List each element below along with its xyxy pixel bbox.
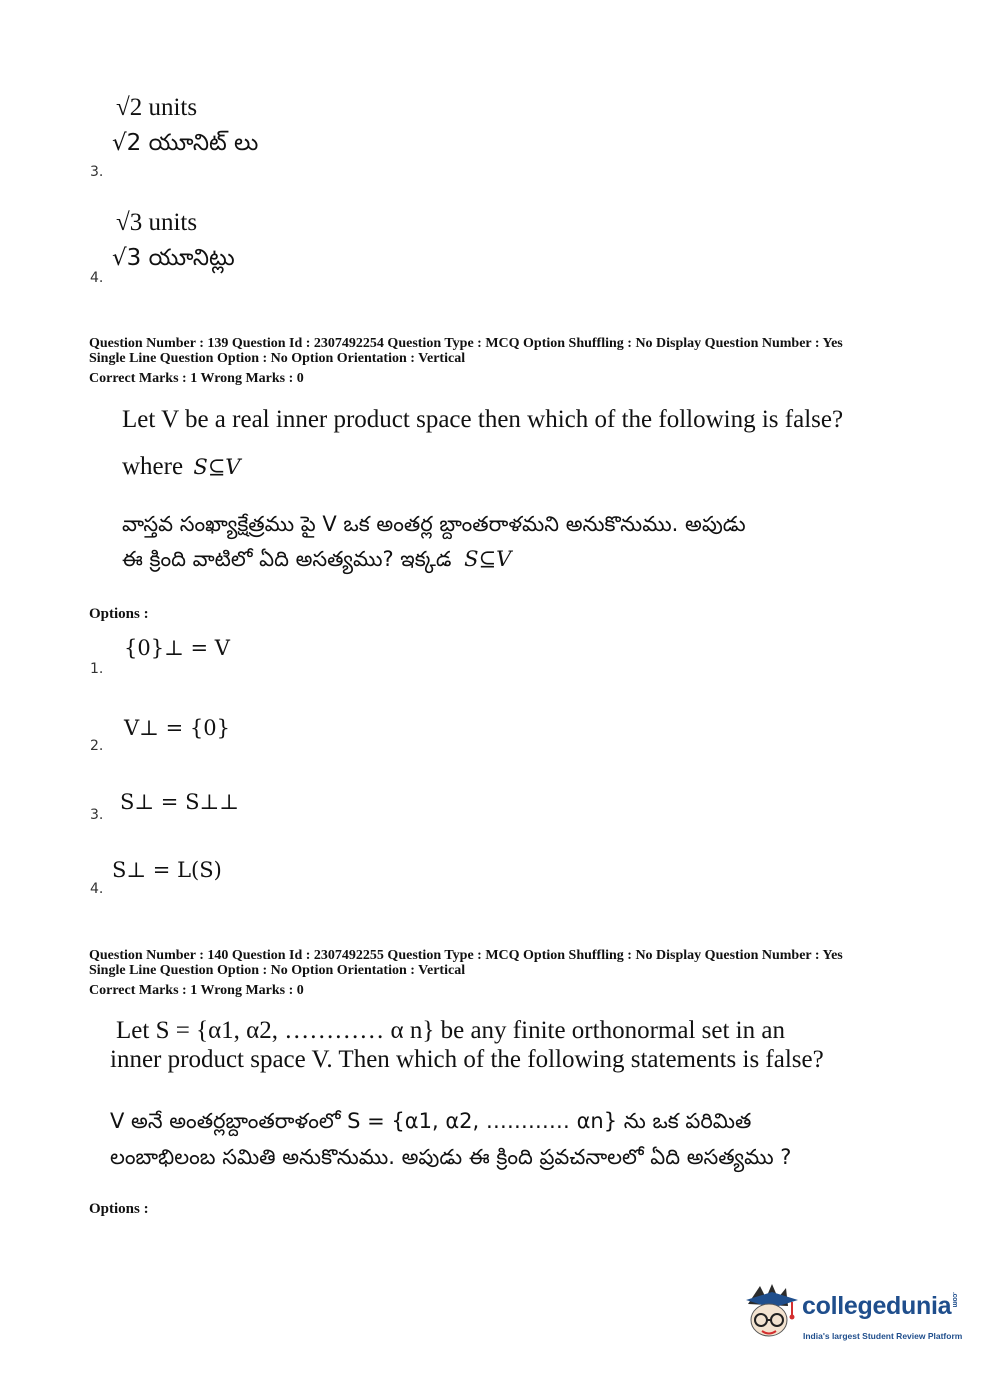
logo-tagline: India's largest Student Review Platform: [803, 1331, 963, 1341]
q139-where-math: S⊆V: [193, 455, 241, 479]
q139-options-label: Options :: [89, 606, 149, 622]
logo-suffix: .com: [951, 1292, 959, 1308]
q140-meta-line2: Single Line Question Option : No Option Orientation : Vertical: [89, 963, 466, 978]
q139-where: [122, 452, 240, 482]
prev-option-4-number: 4.: [90, 270, 104, 286]
q139-option-1-math: {0}⊥ = V: [124, 636, 230, 660]
q139-option-4-math: S⊥ = L(S): [112, 858, 222, 882]
q140-marks: Correct Marks : 1 Wrong Marks : 0: [89, 983, 304, 998]
q140-text-en-line2: inner product space V. Then which of the following statements is false?: [110, 1046, 824, 1073]
q139-option-4-number: 4.: [90, 881, 104, 897]
q139-option-1-number: 1.: [90, 661, 104, 677]
q139-text-en: Let V be a real inner product space then which of the following is false?: [122, 406, 844, 433]
prev-option-4-te: √3 యూనిట్లు: [112, 245, 235, 271]
q139-text-te-line2-text: ఈ క్రింది వాటిలో ఏది అసత్యము? ఇక్కడ: [122, 547, 452, 571]
q140-text-te-line1: V అనే అంతర్లబ్దాంతరాళంలో S = {α1, α2, ………… αn} ను ఒక పరిమిత: [110, 1109, 752, 1133]
q139-text-te-line2: [122, 542, 511, 576]
q140-meta-line1: Question Number : 140 Question Id : 2307492255 Question Type : MCQ Option Shuffling : No Display Question Number : Yes: [89, 948, 843, 963]
logo-name: collegedunia: [802, 1292, 952, 1320]
q139-te-math: S⊆V: [464, 547, 512, 571]
q139-text-te-line1: వాస్తవ సంఖ్యాక్షేత్రము పై V ఒక అంతర్ల బ్దాంతరాళమని అనుకొనుము. అపుడు: [122, 512, 746, 536]
q139-option-3-math: S⊥ = S⊥⊥: [120, 790, 239, 814]
q139-where-label: where: [122, 453, 184, 480]
q139-option-3-number: 3.: [90, 807, 104, 823]
q139-meta-line1: Question Number : 139 Question Id : 2307492254 Question Type : MCQ Option Shuffling : No Display Question Number : Yes: [89, 336, 843, 351]
q140-text-en-line1: Let S = {α1, α2, ………… α n} be any finite orthonormal set in an: [116, 1017, 785, 1044]
q139-marks: Correct Marks : 1 Wrong Marks : 0: [89, 371, 304, 386]
prev-option-4-en: √3 units: [116, 209, 198, 236]
q139-meta-line2: Single Line Question Option : No Option Orientation : Vertical: [89, 351, 466, 366]
q139-option-2-number: 2.: [90, 738, 104, 754]
collegedunia-logo: [742, 1282, 972, 1352]
prev-option-3-number: 3.: [90, 164, 104, 180]
q140-text-te-line2: లంబాభిలంబ సమితి అనుకొనుము. అపుడు ఈ క్రింది ప్రవచనాలలో ఏది అసత్యము ?: [110, 1145, 792, 1169]
logo-mascot-icon: [742, 1282, 800, 1344]
logo-wordmark: [802, 1292, 958, 1321]
q140-options-label: Options :: [89, 1201, 149, 1217]
q139-option-2-math: V⊥ = {0}: [124, 716, 230, 740]
prev-option-3-en: √2 units: [116, 94, 198, 121]
prev-option-3-te: √2 యూనిట్ లు: [112, 130, 259, 156]
